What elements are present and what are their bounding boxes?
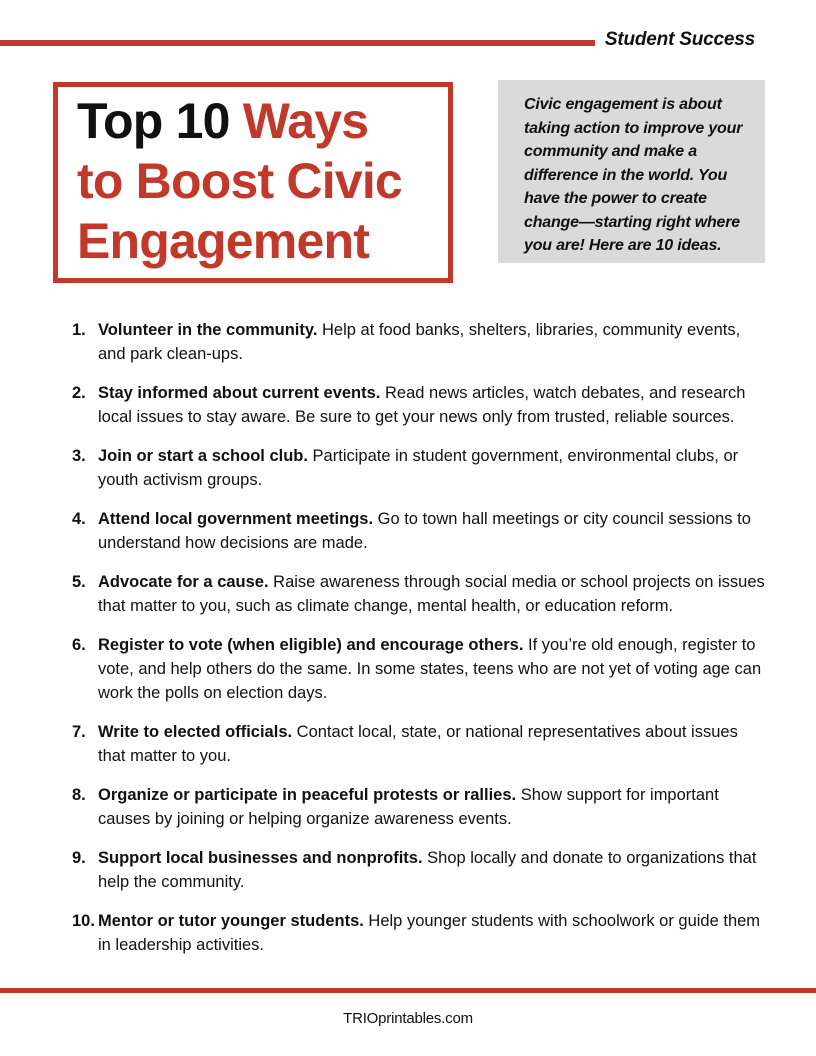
item-heading: Advocate for a cause. — [98, 573, 269, 591]
item-number: 2. — [72, 384, 86, 402]
item-description: Help at food banks, shelters, libraries, community events, and park clean-ups. — [98, 321, 741, 363]
title-line3: Engagement — [77, 213, 370, 269]
title-black-part: Top 10 — [77, 93, 230, 149]
list-item — [72, 381, 766, 429]
item-description: Contact local, state, or national representatives about issues that matter to you. — [98, 723, 738, 765]
list-item — [72, 720, 766, 768]
item-description: Go to town hall meetings or city council sessions to understand how decisions are made. — [98, 510, 751, 552]
list-item — [72, 507, 766, 555]
item-number: 6. — [72, 636, 86, 654]
item-heading: Register to vote (when eligible) and encourage others. — [98, 636, 524, 654]
item-description: Show support for important causes by joining or helping organize awareness events. — [98, 786, 719, 828]
item-body — [98, 783, 766, 831]
item-heading: Write to elected officials. — [98, 723, 293, 741]
intro-panel — [498, 80, 765, 263]
title-box — [53, 82, 453, 283]
item-body — [98, 507, 766, 555]
item-number: 1. — [72, 321, 86, 339]
list-item — [72, 570, 766, 618]
item-body — [98, 570, 766, 618]
item-body — [98, 444, 766, 492]
list-item — [72, 444, 766, 492]
footer-site-label: TRIOprintables.com — [343, 1010, 473, 1027]
item-number: 9. — [72, 849, 86, 867]
page-title — [77, 91, 448, 271]
item-body — [98, 846, 766, 894]
item-heading: Organize or participate in peaceful protests or rallies. — [98, 786, 517, 804]
item-number: 8. — [72, 786, 86, 804]
item-body — [98, 318, 766, 366]
item-number: 10. — [72, 912, 95, 930]
item-number: 7. — [72, 723, 86, 741]
item-body — [98, 633, 766, 705]
tips-list — [72, 318, 766, 972]
item-body — [98, 720, 766, 768]
item-description: Raise awareness through social media or school projects on issues that matter to you, such as climate change, mental health, or education reform. — [98, 573, 765, 615]
list-item — [72, 846, 766, 894]
list-item — [72, 318, 766, 366]
list-item — [72, 633, 766, 705]
item-number: 5. — [72, 573, 86, 591]
item-heading: Volunteer in the community. — [98, 321, 318, 339]
item-description: Participate in student government, environmental clubs, or youth activism groups. — [98, 447, 739, 489]
item-description: If you’re old enough, register to vote, and help others do the same. In some states, teens who are not yet of voting age can work the polls on election days. — [98, 636, 762, 702]
brand-label: Student Success — [604, 29, 755, 50]
item-number: 4. — [72, 510, 86, 528]
title-red-part: Ways — [229, 93, 369, 149]
item-heading: Stay informed about current events. — [98, 384, 381, 402]
item-body — [98, 381, 766, 429]
intro-text: Civic engagement is about taking action to improve your community and make a difference in the world. You have the power to create change—starting right where you are! Here are 10 ideas. — [524, 96, 743, 254]
item-description: Shop locally and donate to organizations that help the community. — [98, 849, 757, 891]
item-heading: Attend local government meetings. — [98, 510, 374, 528]
header-rule — [0, 40, 595, 46]
list-item — [72, 909, 766, 957]
item-description: Help younger students with schoolwork or guide them in leadership activities. — [98, 912, 761, 954]
footer-rule — [0, 988, 816, 993]
title-line2: to Boost Civic — [77, 153, 402, 209]
item-heading: Mentor or tutor younger students. — [98, 912, 364, 930]
item-number: 3. — [72, 447, 86, 465]
list-item — [72, 783, 766, 831]
item-heading: Join or start a school club. — [98, 447, 308, 465]
item-heading: Support local businesses and nonprofits. — [98, 849, 423, 867]
item-body — [98, 909, 766, 957]
item-description: Read news articles, watch debates, and research local issues to stay aware. Be sure to get your news only from trusted, reliable sources. — [98, 384, 746, 426]
